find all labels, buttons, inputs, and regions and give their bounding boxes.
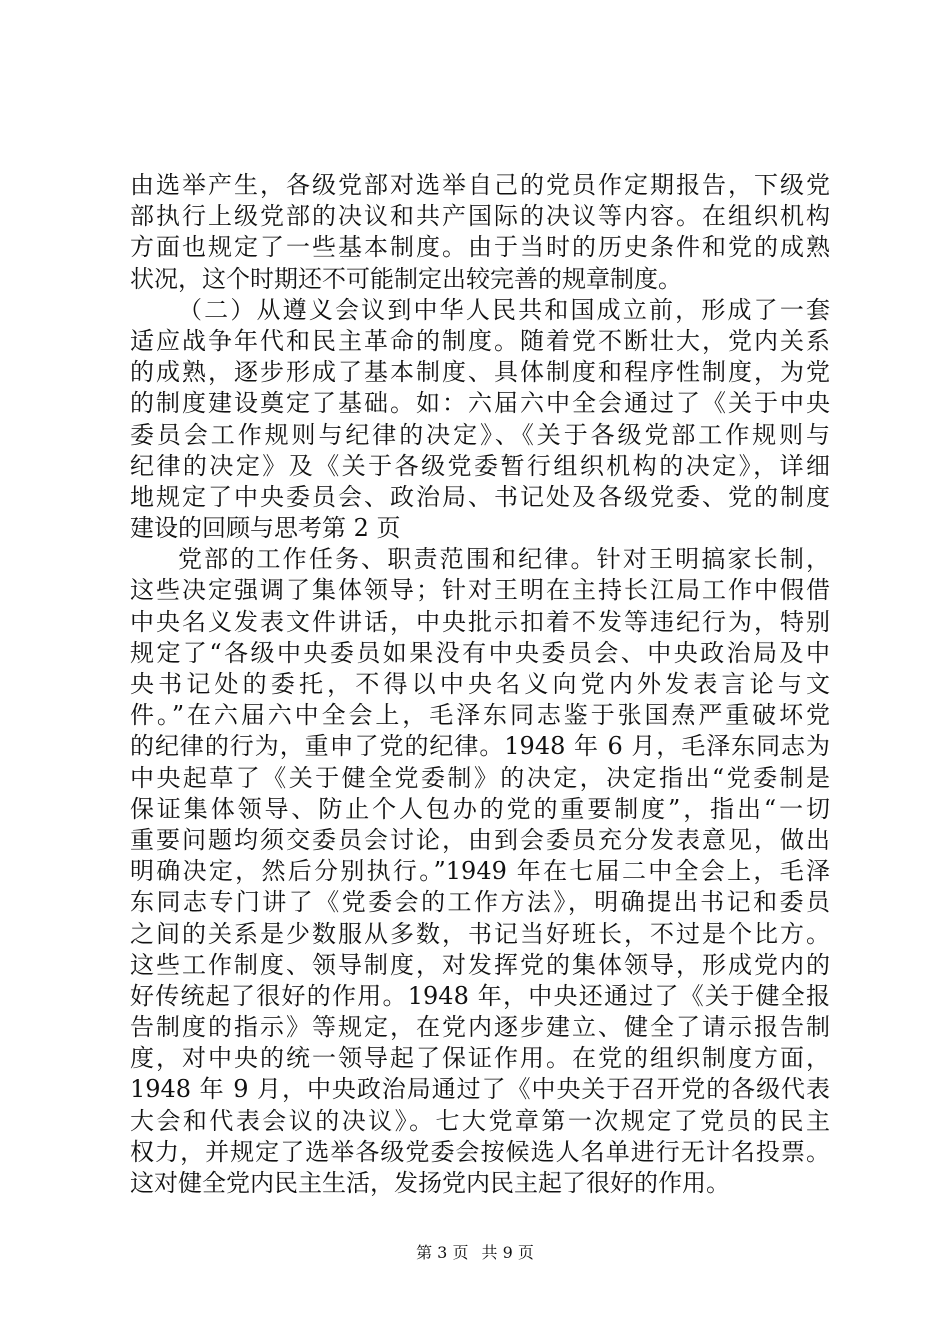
text-line: 委员会工作规则与纪律的决定》、《关于各级党部工作规则与 xyxy=(130,420,830,449)
text-line: 中央名义发表文件讲话，中央批示扣着不发等违纪行为，特别 xyxy=(130,607,830,636)
text-line: 件。”在六届六中全会上，毛泽东同志鉴于张国焘严重破坏党 xyxy=(130,701,830,730)
body-text xyxy=(130,170,830,1199)
text-line: 央书记处的委托，不得以中央名义向党内外发表言论与文 xyxy=(130,670,830,698)
text-line: 度，对中央的统一领导起了保证作用。在党的组织制度方面， xyxy=(130,1044,830,1073)
text-line: 1948 年 9 月，中央政治局通过了《中央关于召开党的各级代表 xyxy=(130,1075,830,1104)
text-line: 告制度的指示》等规定，在党内逐步建立、健全了请示报告制 xyxy=(130,1013,830,1042)
text-line: 党部的工作任务、职责范围和纪律。针对王明搞家长制， xyxy=(178,545,830,574)
text-line: 的制度建设奠定了基础。如：六届六中全会通过了《关于中央 xyxy=(130,389,830,418)
text-line: （二）从遵义会议到中华人民共和国成立前，形成了一套 xyxy=(178,295,830,324)
text-line: 规定了“各级中央委员如果没有中央委员会、中央政治局及中 xyxy=(130,638,830,667)
text-line: 地规定了中央委员会、政治局、书记处及各级党委、党的制度 xyxy=(130,482,830,511)
text-line: 保证集体领导、防止个人包办的党的重要制度”，指出“一切 xyxy=(130,794,830,823)
text-line: 东同志专门讲了《党委会的工作方法》，明确提出书记和委员 xyxy=(130,888,830,917)
text-line: 建设的回顾与思考第 2 页 xyxy=(130,514,401,543)
text-line: 权力，并规定了选举各级党委会按候选人名单进行无计名投票。 xyxy=(130,1137,830,1166)
text-line: 好传统起了很好的作用。1948 年，中央还通过了《关于健全报 xyxy=(130,981,830,1010)
text-line: 的纪律的行为，重申了党的纪律。1948 年 6 月，毛泽东同志为 xyxy=(130,732,830,761)
text-line: 纪律的决定》及《关于各级党委暂行组织机构的决定》，详细 xyxy=(130,451,830,480)
paragraph xyxy=(130,295,830,545)
page-number: 第 3 页 xyxy=(416,1243,469,1262)
text-line: 这对健全党内民主生活，发扬党内民主起了很好的作用。 xyxy=(130,1169,730,1197)
paragraph xyxy=(130,544,830,1199)
text-line: 中央起草了《关于健全党委制》的决定，决定指出“党委制是 xyxy=(130,763,830,792)
page-total: 共 9 页 xyxy=(481,1243,534,1262)
text-line: 适应战争年代和民主革命的制度。随着党不断壮大，党内关系 xyxy=(130,326,830,355)
text-line: 部执行上级党部的决议和共产国际的决议等内容。在组织机构 xyxy=(130,202,830,231)
page-footer xyxy=(0,1243,950,1263)
text-line: 的成熟，逐步形成了基本制度、具体制度和程序性制度，为党 xyxy=(130,358,830,387)
text-line: 这些工作制度、领导制度，对发挥党的集体领导，形成党内的 xyxy=(130,950,830,979)
paragraph xyxy=(130,170,830,295)
text-line: 明确决定，然后分别执行。”1949 年在七届二中全会上，毛泽 xyxy=(130,857,830,886)
text-line: 之间的关系是少数服从多数，书记当好班长，不过是个比方。 xyxy=(130,919,830,948)
text-line: 状况，这个时期还不可能制定出较完善的规章制度。 xyxy=(130,264,682,293)
text-line: 重要问题均须交委员会讨论，由到会委员充分发表意见，做出 xyxy=(130,825,830,854)
text-line: 大会和代表会议的决议》。七大党章第一次规定了党员的民主 xyxy=(130,1106,830,1135)
text-line: 方面也规定了一些基本制度。由于当时的历史条件和党的成熟 xyxy=(130,233,830,262)
text-line: 这些决定强调了集体领导；针对王明在主持长江局工作中假借 xyxy=(130,576,830,605)
text-line: 由选举产生，各级党部对选举自己的党员作定期报告，下级党 xyxy=(130,171,830,199)
